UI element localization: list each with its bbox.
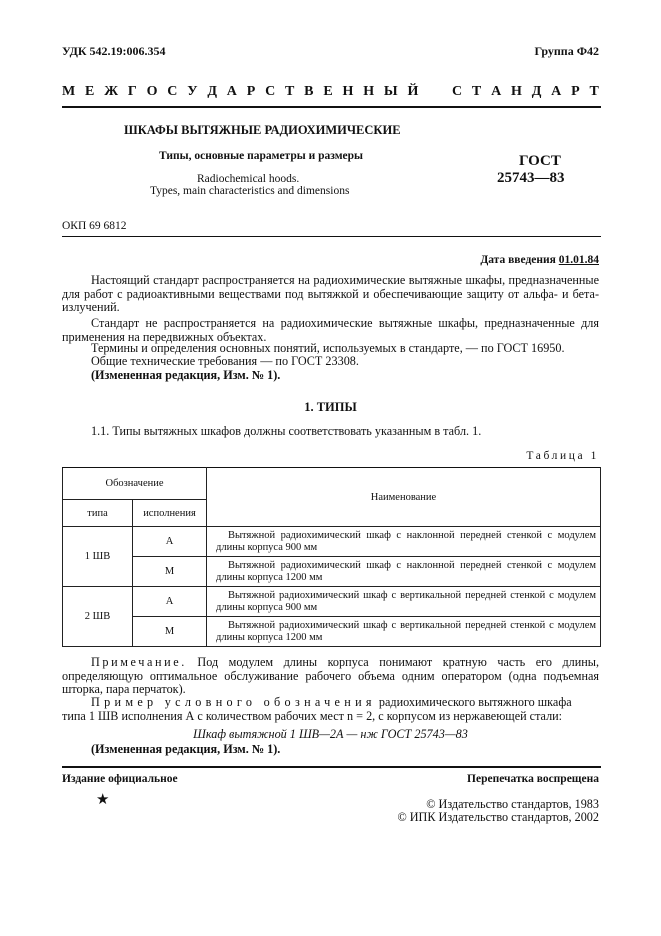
types-table: [62, 467, 601, 647]
banner-letter: С: [265, 84, 276, 99]
example-text-1: радиохимического вытяжного шкафа: [378, 695, 572, 709]
cell-name: Вытяжной радиохимический шкаф с вертикальной передней стенкой с модулем длины корпуса 1200 мм: [207, 617, 601, 647]
banner-letter: Р: [571, 84, 580, 99]
cell-name: Вытяжной радиохимический шкаф с наклонной передней стенкой с модулем длины корпуса 1200 мм: [207, 557, 601, 587]
intro-paragraph-1: Настоящий стандарт распространяется на радиохимические вытяжные шкафы, предназначенные для работ с радиоактивными веществами под вытяжкой и обеспечивающие защиту от альфа- и бета-излучений.: [62, 273, 599, 315]
banner-letter: С: [451, 84, 463, 99]
standard-banner: [62, 84, 599, 100]
english-title-line1: Radiochemical hoods.: [197, 173, 300, 185]
document-title: ШКАФЫ ВЫТЯЖНЫЕ РАДИОХИМИЧЕСКИЕ: [124, 123, 401, 137]
banner-letter: Д: [531, 84, 542, 99]
cell-name: Вытяжной радиохимический шкаф с наклонной передней стенкой с модулем длины корпуса 900 мм: [207, 527, 601, 557]
intro-paragraph-4: Общие технические требования — по ГОСТ 23308.: [91, 354, 359, 368]
banner-letter: Н: [363, 84, 375, 99]
group-code: Группа Ф42: [534, 44, 599, 58]
banner-letter: Н: [511, 84, 522, 99]
cell-variant: А: [133, 587, 207, 617]
banner-letter: О: [146, 84, 158, 99]
effective-date-label: Дата введения: [480, 254, 556, 266]
banner-letter: А: [551, 84, 562, 99]
cell-variant: М: [133, 557, 207, 587]
banner-letter: У: [187, 84, 198, 99]
example-designation: Шкаф вытяжной 1 ШВ—2А — нж ГОСТ 25743—83: [193, 727, 468, 741]
table-row: [63, 527, 601, 557]
banner-letter: Г: [127, 84, 137, 99]
english-title-line2: Types, main characteristics and dimensions: [150, 185, 350, 197]
effective-date-value: 01.01.84: [558, 254, 599, 266]
table-row: [63, 557, 601, 587]
gost-number: 25743—83: [497, 170, 565, 186]
intro-paragraph-3: Термины и определения основных понятий, используемых в стандарте, — по ГОСТ 16950.: [91, 341, 565, 355]
cell-type: 1 ШВ: [63, 527, 133, 587]
note-label: Примечание.: [91, 655, 187, 669]
clause-1-1: 1.1. Типы вытяжных шкафов должны соответствовать указанным в табл. 1.: [91, 424, 482, 438]
banner-letter: С: [167, 84, 178, 99]
banner-letter: Ы: [383, 84, 398, 99]
banner-rule: [62, 106, 601, 108]
header-type: типа: [63, 500, 133, 527]
banner-letter: В: [304, 84, 314, 99]
banner-letter: Т: [471, 84, 482, 99]
header-name: Наименование: [207, 468, 601, 527]
cell-name: Вытяжной радиохимический шкаф с вертикальной передней стенкой с модулем длины корпуса 900 мм: [207, 587, 601, 617]
banner-letter: Д: [207, 84, 217, 99]
official-edition: Издание официальное: [62, 773, 178, 785]
banner-letter: Ж: [104, 84, 119, 99]
banner-letter: А: [226, 84, 237, 99]
effective-date: [480, 254, 599, 266]
example-line2: типа 1 ШВ исполнения А с количеством рабочих мест n = 2, с корпусом из нержавеющей стали:: [62, 709, 563, 723]
example-line1: [62, 696, 599, 710]
section-heading: 1. ТИПЫ: [304, 400, 357, 414]
intro-amendment: (Измененная редакция, Изм. № 1).: [91, 368, 281, 382]
copyright-1983: © Издательство стандартов, 1983: [426, 797, 599, 811]
banner-letter: Т: [285, 84, 295, 99]
header-designation: Обозначение: [63, 468, 207, 500]
banner-letter: Е: [323, 84, 333, 99]
reprint-notice: Перепечатка воспрещена: [467, 773, 599, 785]
banner-letter: Р: [246, 84, 256, 99]
cell-type: 2 ШВ: [63, 587, 133, 647]
table-caption: Таблица 1: [526, 450, 599, 462]
note-text: Под модулем длины корпуса понимают кратную часть его длины, определяющую оптимальное обслуживание рабочего объема одним оператором (одна подъемная шторка, пара перчаток).: [62, 655, 600, 697]
copyright-2002: © ИПК Издательство стандартов, 2002: [397, 810, 599, 824]
banner-letter: А: [491, 84, 502, 99]
table-row: [63, 617, 601, 647]
banner-letter: Н: [342, 84, 354, 99]
cell-variant: А: [133, 527, 207, 557]
cell-variant: М: [133, 617, 207, 647]
header-variant: исполнения: [133, 500, 207, 527]
table-row: [63, 587, 601, 617]
table-note: [62, 656, 599, 697]
example-amendment: (Измененная редакция, Изм. № 1).: [91, 742, 281, 756]
document-subtitle: Типы, основные параметры и размеры: [159, 150, 364, 162]
udk-code: УДК 542.19:006.354: [62, 44, 166, 58]
example-label: Пример условного обозначения: [91, 695, 376, 709]
gost-label: ГОСТ: [519, 153, 561, 169]
star-icon: ★: [96, 792, 110, 808]
okp-rule: [62, 236, 601, 237]
footer-rule: [62, 766, 601, 768]
banner-letter: Е: [85, 84, 95, 99]
banner-letter: Й: [407, 84, 419, 99]
intro-paragraph-2: Стандарт не распространяется на радиохимические вытяжные шкафы, предназначенные для применения на передвижных объектах.: [62, 316, 599, 344]
banner-letter: Т: [589, 84, 599, 99]
okp-code: ОКП 69 6812: [62, 220, 127, 232]
banner-letter: М: [62, 84, 76, 99]
